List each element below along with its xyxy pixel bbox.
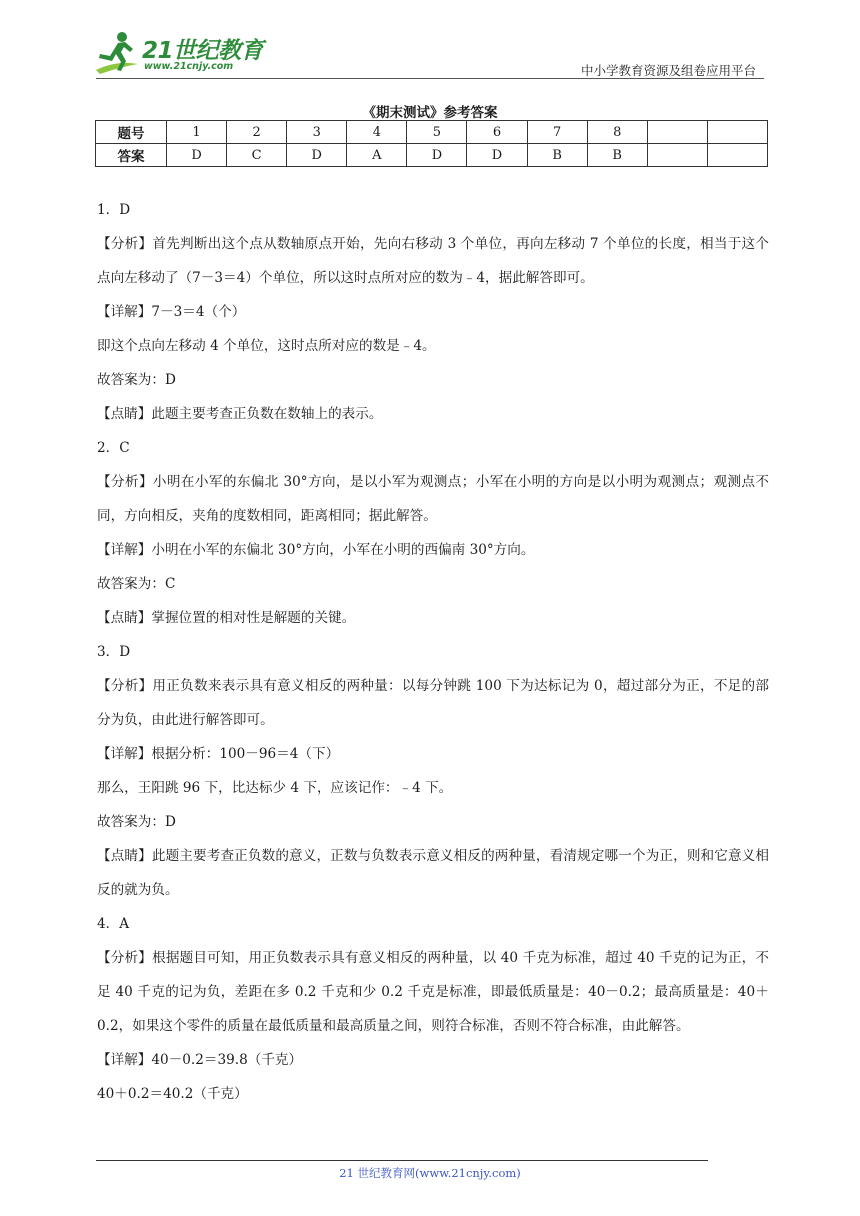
question-number-cell: 3 xyxy=(287,121,347,144)
question-number-label: 题号 xyxy=(96,121,167,144)
question-number-cell: 1 xyxy=(167,121,227,144)
analysis-paragraph: 【分析】首先判断出这个点从数轴原点开始，先向右移动 3 个单位，再向左移动 7 个单位的长度，相当于这个点向左移动了（7－3＝4）个单位，所以这时点所对应的数为﹣4，据此解答即可。 xyxy=(97,236,769,286)
question-number-cell: 8 xyxy=(587,121,647,144)
answer-cell: D xyxy=(167,144,227,167)
analysis-paragraph: 【分析】用正负数来表示具有意义相反的两种量：以每分钟跳 100 下为达标记为 0，超过部分为正，不足的部分为负，由此进行解答即可。 xyxy=(97,678,769,728)
question-number-cell: 5 xyxy=(407,121,467,144)
question-heading: 3．D xyxy=(97,644,131,660)
answer-cell: C xyxy=(227,144,287,167)
question-number-cell: 7 xyxy=(527,121,587,144)
detail-paragraph: 【详解】7－3＝4（个） xyxy=(97,304,246,320)
text-line: 40＋0.2＝40.2（千克） xyxy=(97,1086,248,1102)
question-number-cell xyxy=(707,121,767,144)
answer-cell xyxy=(707,144,767,167)
question-number-row xyxy=(96,121,768,144)
answer-explanations xyxy=(97,193,769,1111)
detail-paragraph: 【详解】根据分析：100－96＝4（下） xyxy=(97,746,340,762)
header-divider xyxy=(96,78,764,79)
footer-divider xyxy=(96,1160,708,1161)
brand-logo xyxy=(92,30,262,78)
answer-row xyxy=(96,144,768,167)
runner-icon xyxy=(92,30,140,76)
text-line: 即这个点向左移动 4 个单位，这时点所对应的数是﹣4。 xyxy=(97,338,436,354)
question-number-cell: 2 xyxy=(227,121,287,144)
comment-paragraph: 【点睛】掌握位置的相对性是解题的关键。 xyxy=(97,610,356,626)
footer-text: 21 世纪教育网(www.21cnjy.com) xyxy=(339,1166,521,1180)
question-heading: 1．D xyxy=(97,202,131,218)
answer-cell: B xyxy=(587,144,647,167)
analysis-paragraph: 【分析】根据题目可知，用正负数表示具有意义相反的两种量，以 40 千克为标准，超过 40 千克的记为正，不足 40 千克的记为负，差距在多 0.2 千克和少 0.2 千克是标准，即最低质量是：40－0.2；最高质量是：40＋0.2，如果这个零件的质量在最低质量和最高质量之间，则符合标准，否则不符合标准，由此解答。 xyxy=(97,950,769,1034)
detail-paragraph: 【详解】小明在小军的东偏北 30°方向，小军在小明的西偏南 30°方向。 xyxy=(97,542,535,558)
answer-table xyxy=(95,120,768,167)
answer-cell: D xyxy=(467,144,527,167)
answer-cell: B xyxy=(527,144,587,167)
document-title: 《期末测试》参考答案 xyxy=(362,105,498,121)
detail-paragraph: 【详解】40－0.2＝39.8（千克） xyxy=(97,1052,303,1068)
question-number-cell xyxy=(647,121,707,144)
question-heading: 4．A xyxy=(97,916,130,932)
question-number-cell: 4 xyxy=(347,121,407,144)
question-number-cell: 6 xyxy=(467,121,527,144)
answer-cell: D xyxy=(287,144,347,167)
brand-name: 21世纪教育 xyxy=(142,38,264,64)
platform-label: 中小学教育资源及组卷应用平台 xyxy=(580,63,756,78)
answer-line: 故答案为：D xyxy=(97,814,176,830)
analysis-paragraph: 【分析】小明在小军的东偏北 30°方向，是以小军为观测点；小军在小明的方向是以小明为观测点；观测点不同，方向相反，夹角的度数相同，距离相同；据此解答。 xyxy=(97,474,769,524)
answer-cell xyxy=(647,144,707,167)
answer-label: 答案 xyxy=(96,144,167,167)
brand-url: www.21cnjy.com xyxy=(144,61,234,72)
answer-line: 故答案为：D xyxy=(97,372,176,388)
page-header xyxy=(0,0,860,80)
text-line: 那么，王阳跳 96 下，比达标少 4 下，应该记作：﹣4 下。 xyxy=(97,780,453,796)
answer-cell: D xyxy=(407,144,467,167)
answer-cell: A xyxy=(347,144,407,167)
answer-line: 故答案为：C xyxy=(97,576,176,592)
question-heading: 2．C xyxy=(97,440,130,456)
comment-paragraph: 【点睛】此题主要考查正负数的意义，正数与负数表示意义相反的两种量，看清规定哪一个为正，则和它意义相反的就为负。 xyxy=(97,848,769,898)
comment-paragraph: 【点睛】此题主要考查正负数在数轴上的表示。 xyxy=(97,406,383,422)
